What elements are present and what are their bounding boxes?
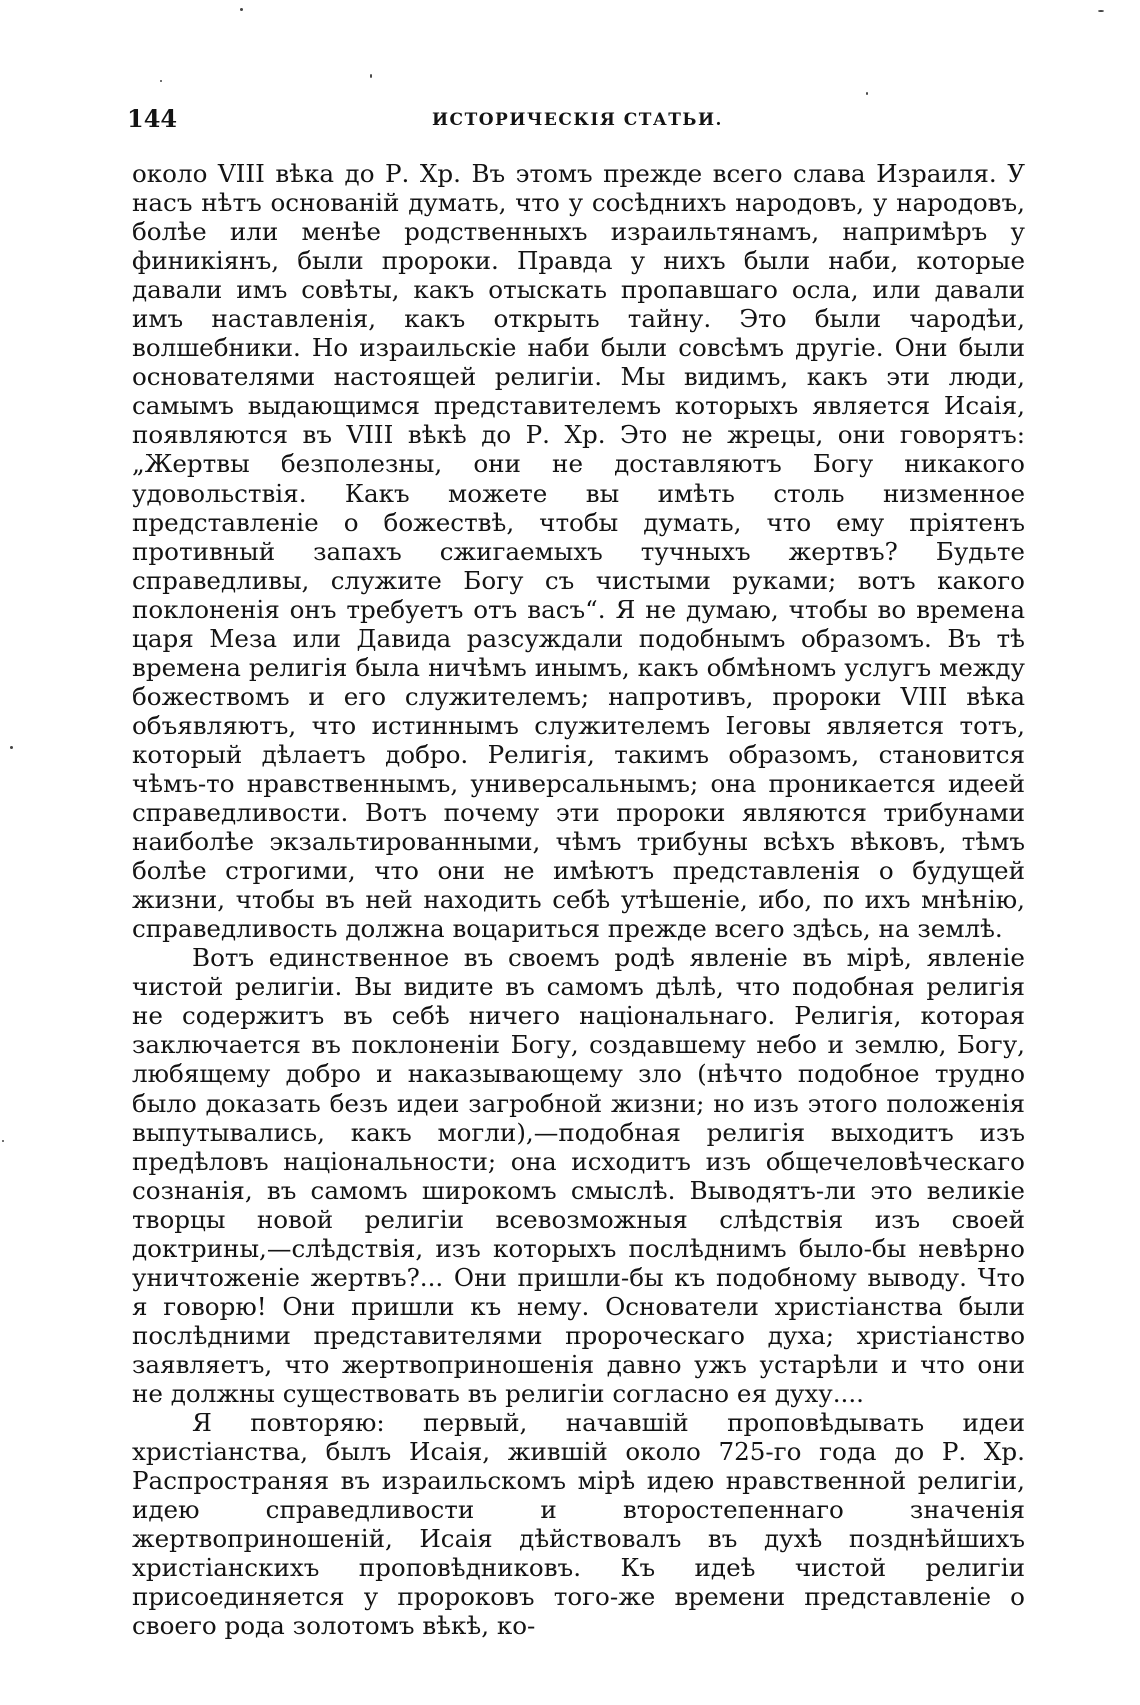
speck bbox=[240, 8, 243, 11]
speck bbox=[1098, 10, 1104, 12]
body-text bbox=[132, 159, 1025, 1640]
page-header bbox=[127, 104, 1027, 134]
paragraph-3: Я повторяю: первый, начавшій проповѣдывать идеи христіанства, былъ Исаія, жившій около 725-го года до Р. Хр. Распространяя въ израильскомъ мірѣ идею нравственной религіи, идею справедливости и второстепеннаго значенія жертвоприношеній, Исаія дѣйствовалъ въ духѣ позднѣйшихъ христіанскихъ проповѣдниковъ. Къ идеѣ чистой религіи присоединяется у пророковъ того-же времени представленіе о своего рода золотомъ вѣкѣ, ко- bbox=[132, 1408, 1025, 1641]
running-title: ИСТОРИЧЕСКІЯ СТАТЬИ. bbox=[432, 110, 723, 130]
speck bbox=[160, 80, 162, 82]
speck bbox=[2, 1140, 4, 1142]
page-number: 144 bbox=[127, 104, 178, 133]
paragraph-1: около VIII вѣка до Р. Хр. Въ этомъ прежде всего слава Израиля. У насъ нѣтъ основаній думать, что у сосѣднихъ народовъ, у народовъ, болѣе или менѣе родственныхъ израильтянамъ, напримѣръ у финикіянъ, были пророки. Правда у нихъ были наби, которые давали имъ совѣты, какъ отыскать пропавшаго осла, или давали имъ наставленія, какъ открыть тайну. Это были чародѣи, волшебники. Но израильскіе наби были совсѣмъ другіе. Они были основателями настоящей религіи. Мы видимъ, какъ эти люди, самымъ выдающимся представителемъ которыхъ является Исаія, появляются въ VIII вѣкѣ до Р. Хр. Это не жрецы, они говорятъ: „Жертвы безполезны, они не доставляютъ Богу никакого удовольствія. Какъ можете вы имѣть столь низменное представленіе о божествѣ, чтобы думать, что ему пріятенъ противный запахъ сжигаемыхъ тучныхъ жертвъ? Будьте справедливы, служите Богу съ чистыми руками; вотъ какого поклоненія онъ требуетъ отъ васъ“. Я не думаю, чтобы во времена царя Меза или Давида разсуждали подобнымъ образомъ. Въ тѣ времена религія была ничѣмъ инымъ, какъ обмѣномъ услугъ между божествомъ и его служителемъ; напротивъ, пророки VIII вѣка объявляютъ, что истиннымъ служителемъ Іеговы является тотъ, который дѣлаетъ добро. Религія, такимъ образомъ, становится чѣмъ-то нравственнымъ, универсальнымъ; она проникается идеей справедливости. Вотъ почему эти пророки являются трибунами наиболѣе экзальтированными, чѣмъ трибуны всѣхъ вѣковъ, тѣмъ болѣе строгими, что они не имѣютъ представленія о будущей жизни, чтобы въ ней находить себѣ утѣшеніе, ибо, по ихъ мнѣнію, справедливость должна воцариться прежде всего здѣсь, на землѣ. bbox=[132, 159, 1025, 944]
speck bbox=[370, 74, 372, 78]
paragraph-2: Вотъ единственное въ своемъ родѣ явленіе въ мірѣ, явленіе чистой религіи. Вы видите въ самомъ дѣлѣ, что подобная религія не содержитъ въ себѣ ничего національнаго. Религія, которая заключается въ поклоненіи Богу, создавшему небо и землю, Богу, любящему добро и наказывающему зло (нѣчто подобное трудно было доказать безъ идеи загробной жизни; но изъ этого положенія выпутывались, какъ могли),—подобная религія выходитъ изъ предѣловъ національности; она исходитъ изъ общечеловѣческаго сознанія, въ самомъ широкомъ смыслѣ. Выводятъ-ли это великіе творцы новой религіи всевозможныя слѣдствія изъ своей доктрины,—слѣдствія, изъ которыхъ послѣднимъ было-бы невѣрно уничтоженіе жертвъ?... Они пришли-бы къ подобному выводу. Что я говорю! Они пришли къ нему. Основатели христіанства были послѣдними представителями пророческаго духа; христіанство заявляетъ, что жертвоприношенія давно ужъ устарѣли и что они не должны существовать въ религіи согласно ея духу.... bbox=[132, 943, 1025, 1408]
speck bbox=[866, 92, 868, 95]
speck bbox=[10, 746, 13, 749]
